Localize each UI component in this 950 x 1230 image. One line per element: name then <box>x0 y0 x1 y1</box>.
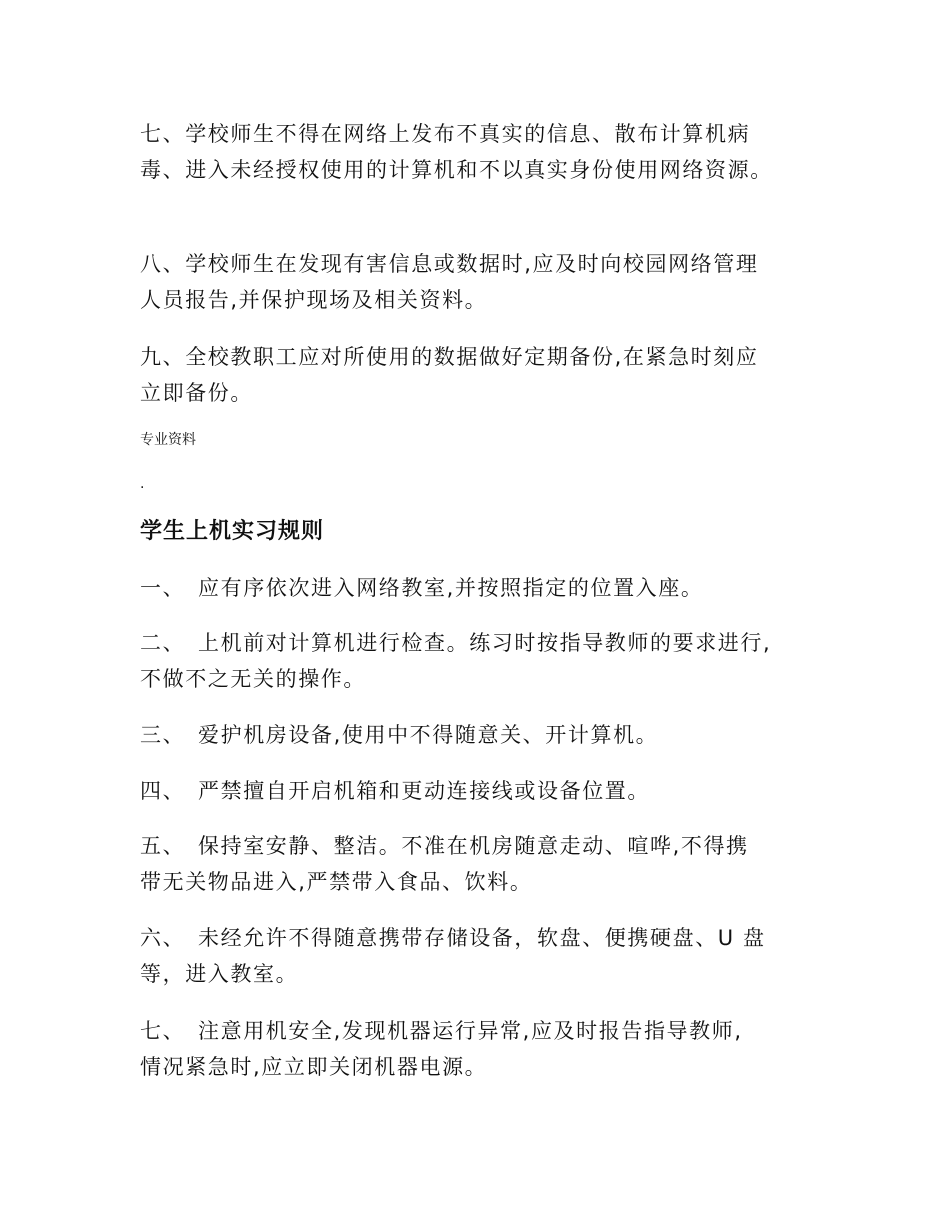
rule-text: 上机前对计算机进行检查。练习时按指导教师的要求进行, <box>198 631 772 655</box>
rule-text: 注意用机安全,发现机器运行异常,应及时报告指导教师, <box>198 1019 743 1043</box>
footer-note <box>140 431 830 449</box>
rule-line-cont: 情况紧急时,应立即关闭机器电源。 <box>140 1055 488 1079</box>
rule-item-6 <box>140 920 830 992</box>
rule-line-cont: 不做不之无关的操作。 <box>140 667 366 691</box>
rule-item-5 <box>140 828 830 900</box>
rule-text: 爱护机房设备,使用中不得随意关、开计算机。 <box>198 723 659 747</box>
rule-text: 应有序依次进入网络教室,并按照指定的位置入座。 <box>198 576 704 600</box>
rule-line-cont: 带无关物品进入,严禁带入食品、饮料。 <box>140 870 533 894</box>
paragraph-line: 人员报告,并保护现场及相关资料。 <box>140 288 488 312</box>
rule-line <box>140 828 830 864</box>
paragraph-item-9 <box>140 339 830 411</box>
rule-number: 二、 <box>140 631 186 655</box>
rule-text: 严禁擅自开启机箱和更动连接线或设备位置。 <box>198 779 650 803</box>
paragraph-line: 立即备份。 <box>140 381 253 405</box>
rule-line <box>140 717 830 753</box>
rule-item-3 <box>140 717 830 753</box>
rule-number: 三、 <box>140 723 186 747</box>
paragraph-line: 八、学校师生在发现有害信息或数据时,应及时向校园网络管理 <box>140 252 759 276</box>
rule-number: 一、 <box>140 576 186 600</box>
separator-dot-text: . <box>140 476 145 492</box>
rule-item-7 <box>140 1013 830 1085</box>
rule-line <box>140 625 830 661</box>
paragraph-item-7 <box>140 116 830 188</box>
paragraph-line: 毒、进入未经授权使用的计算机和不以真实身份使用网络资源。 <box>140 158 773 182</box>
rule-item-2 <box>140 625 830 697</box>
paragraph-line: 七、学校师生不得在网络上发布不真实的信息、散布计算机病 <box>140 122 751 146</box>
footer-note-text: 专业资料 <box>140 432 196 448</box>
rule-number: 五、 <box>140 834 186 858</box>
rule-item-1 <box>140 570 830 606</box>
rule-line-cont: 等，进入教室。 <box>140 962 299 986</box>
paragraph-line: 九、全校教职工应对所使用的数据做好定期备份,在紧急时刻应 <box>140 345 759 369</box>
rule-line <box>140 570 830 606</box>
rule-text: 未经允许不得随意携带存储设备，软盘、便携硬盘、U 盘 <box>198 926 766 950</box>
rule-item-4 <box>140 773 830 809</box>
section-title <box>140 517 830 547</box>
rule-line <box>140 1013 830 1049</box>
rule-text: 保持室安静、整洁。不准在机房随意走动、喧哗,不得携 <box>198 834 749 858</box>
rule-line <box>140 920 830 956</box>
rule-number: 六、 <box>140 926 186 950</box>
rule-number: 七、 <box>140 1019 186 1043</box>
page-separator-dot <box>140 475 830 493</box>
section-title-text: 学生上机实习规则 <box>140 519 325 544</box>
paragraph-item-8 <box>140 246 830 318</box>
rule-line <box>140 773 830 809</box>
rule-number: 四、 <box>140 779 186 803</box>
